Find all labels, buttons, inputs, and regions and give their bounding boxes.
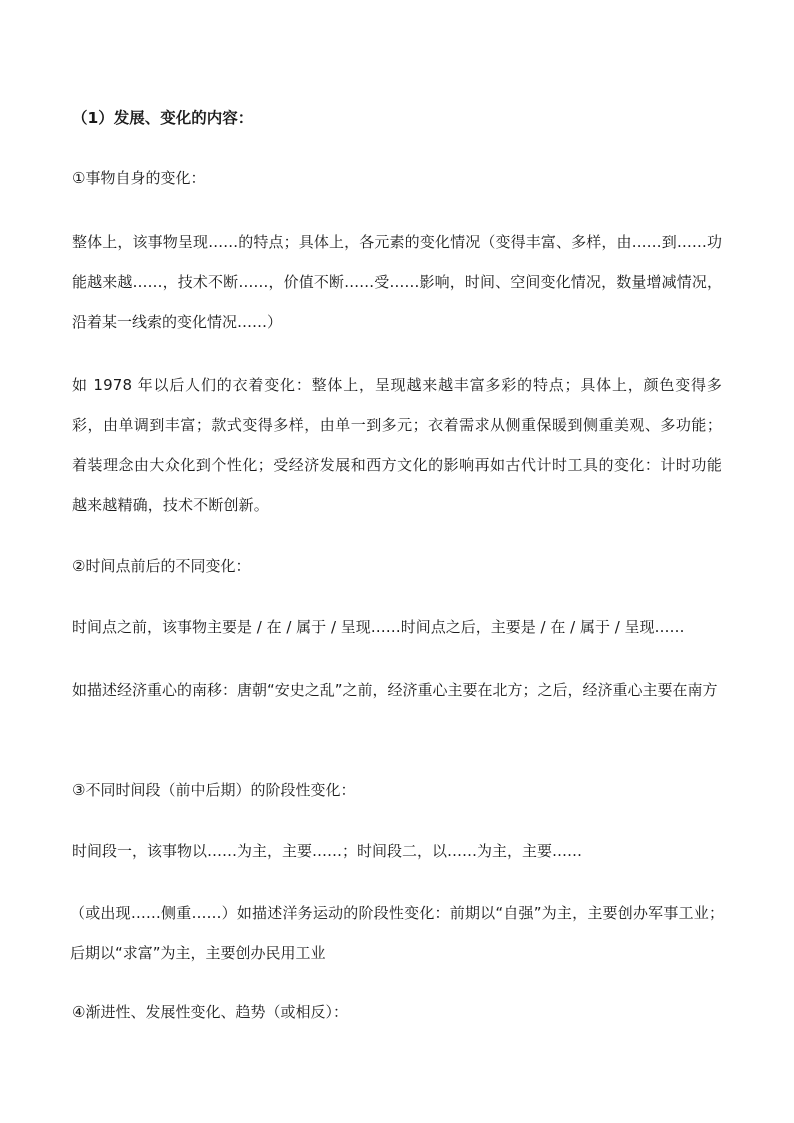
example-clothing-change: 如 1978 年以后人们的衣着变化：整体上，呈现越来越丰富多彩的特点；具体上，颜色变得多彩，由单调到丰富；款式变得多样，由单一到多元；衣着需求从侧重保暖到侧重美观、多功能；着装理念由大众化到个性化；受经济发展和西方文化的影响再如古代计时工具的变化：计时功能越来越精确，技术不断创新。: [72, 376, 722, 514]
example-westernization-movement: （或出现……侧重……）如描述洋务运动的阶段性变化：前期以“自强”为主，主要创办军事工业；后期以“求富”为主，主要创办民用工业: [70, 904, 724, 962]
section-heading: （1）发展、变化的内容：: [72, 109, 254, 127]
subheading-gradual-change: ④渐进性、发展性变化、趋势（或相反）：: [72, 1003, 348, 1021]
description-self-change: 整体上，该事物呈现……的特点；具体上，各元素的变化情况（变得丰富、多样，由……到……功能越来越……，技术不断……，价值不断……受……影响，时间、空间变化情况，数量增减情况，沿着某一线索的变化情况……）: [72, 233, 722, 331]
description-stage-change: 时间段一，该事物以……为主，主要……；时间段二，以……为主，主要……: [72, 842, 583, 860]
subheading-stage-change: ③不同时间段（前中后期）的阶段性变化：: [72, 781, 356, 799]
description-time-point-change: 时间点之前，该事物主要是 / 在 / 属于 / 呈现……时间点之后，主要是 / 在 / 属于 / 呈现……: [72, 618, 685, 636]
subheading-time-point-change: ②时间点前后的不同变化：: [72, 557, 251, 575]
example-economic-center-shift: 如描述经济重心的南移：唐朝“安史之乱”之前，经济重心主要在北方；之后，经济重心主要在南方: [72, 681, 718, 699]
subheading-self-change: ①事物自身的变化：: [72, 169, 206, 187]
